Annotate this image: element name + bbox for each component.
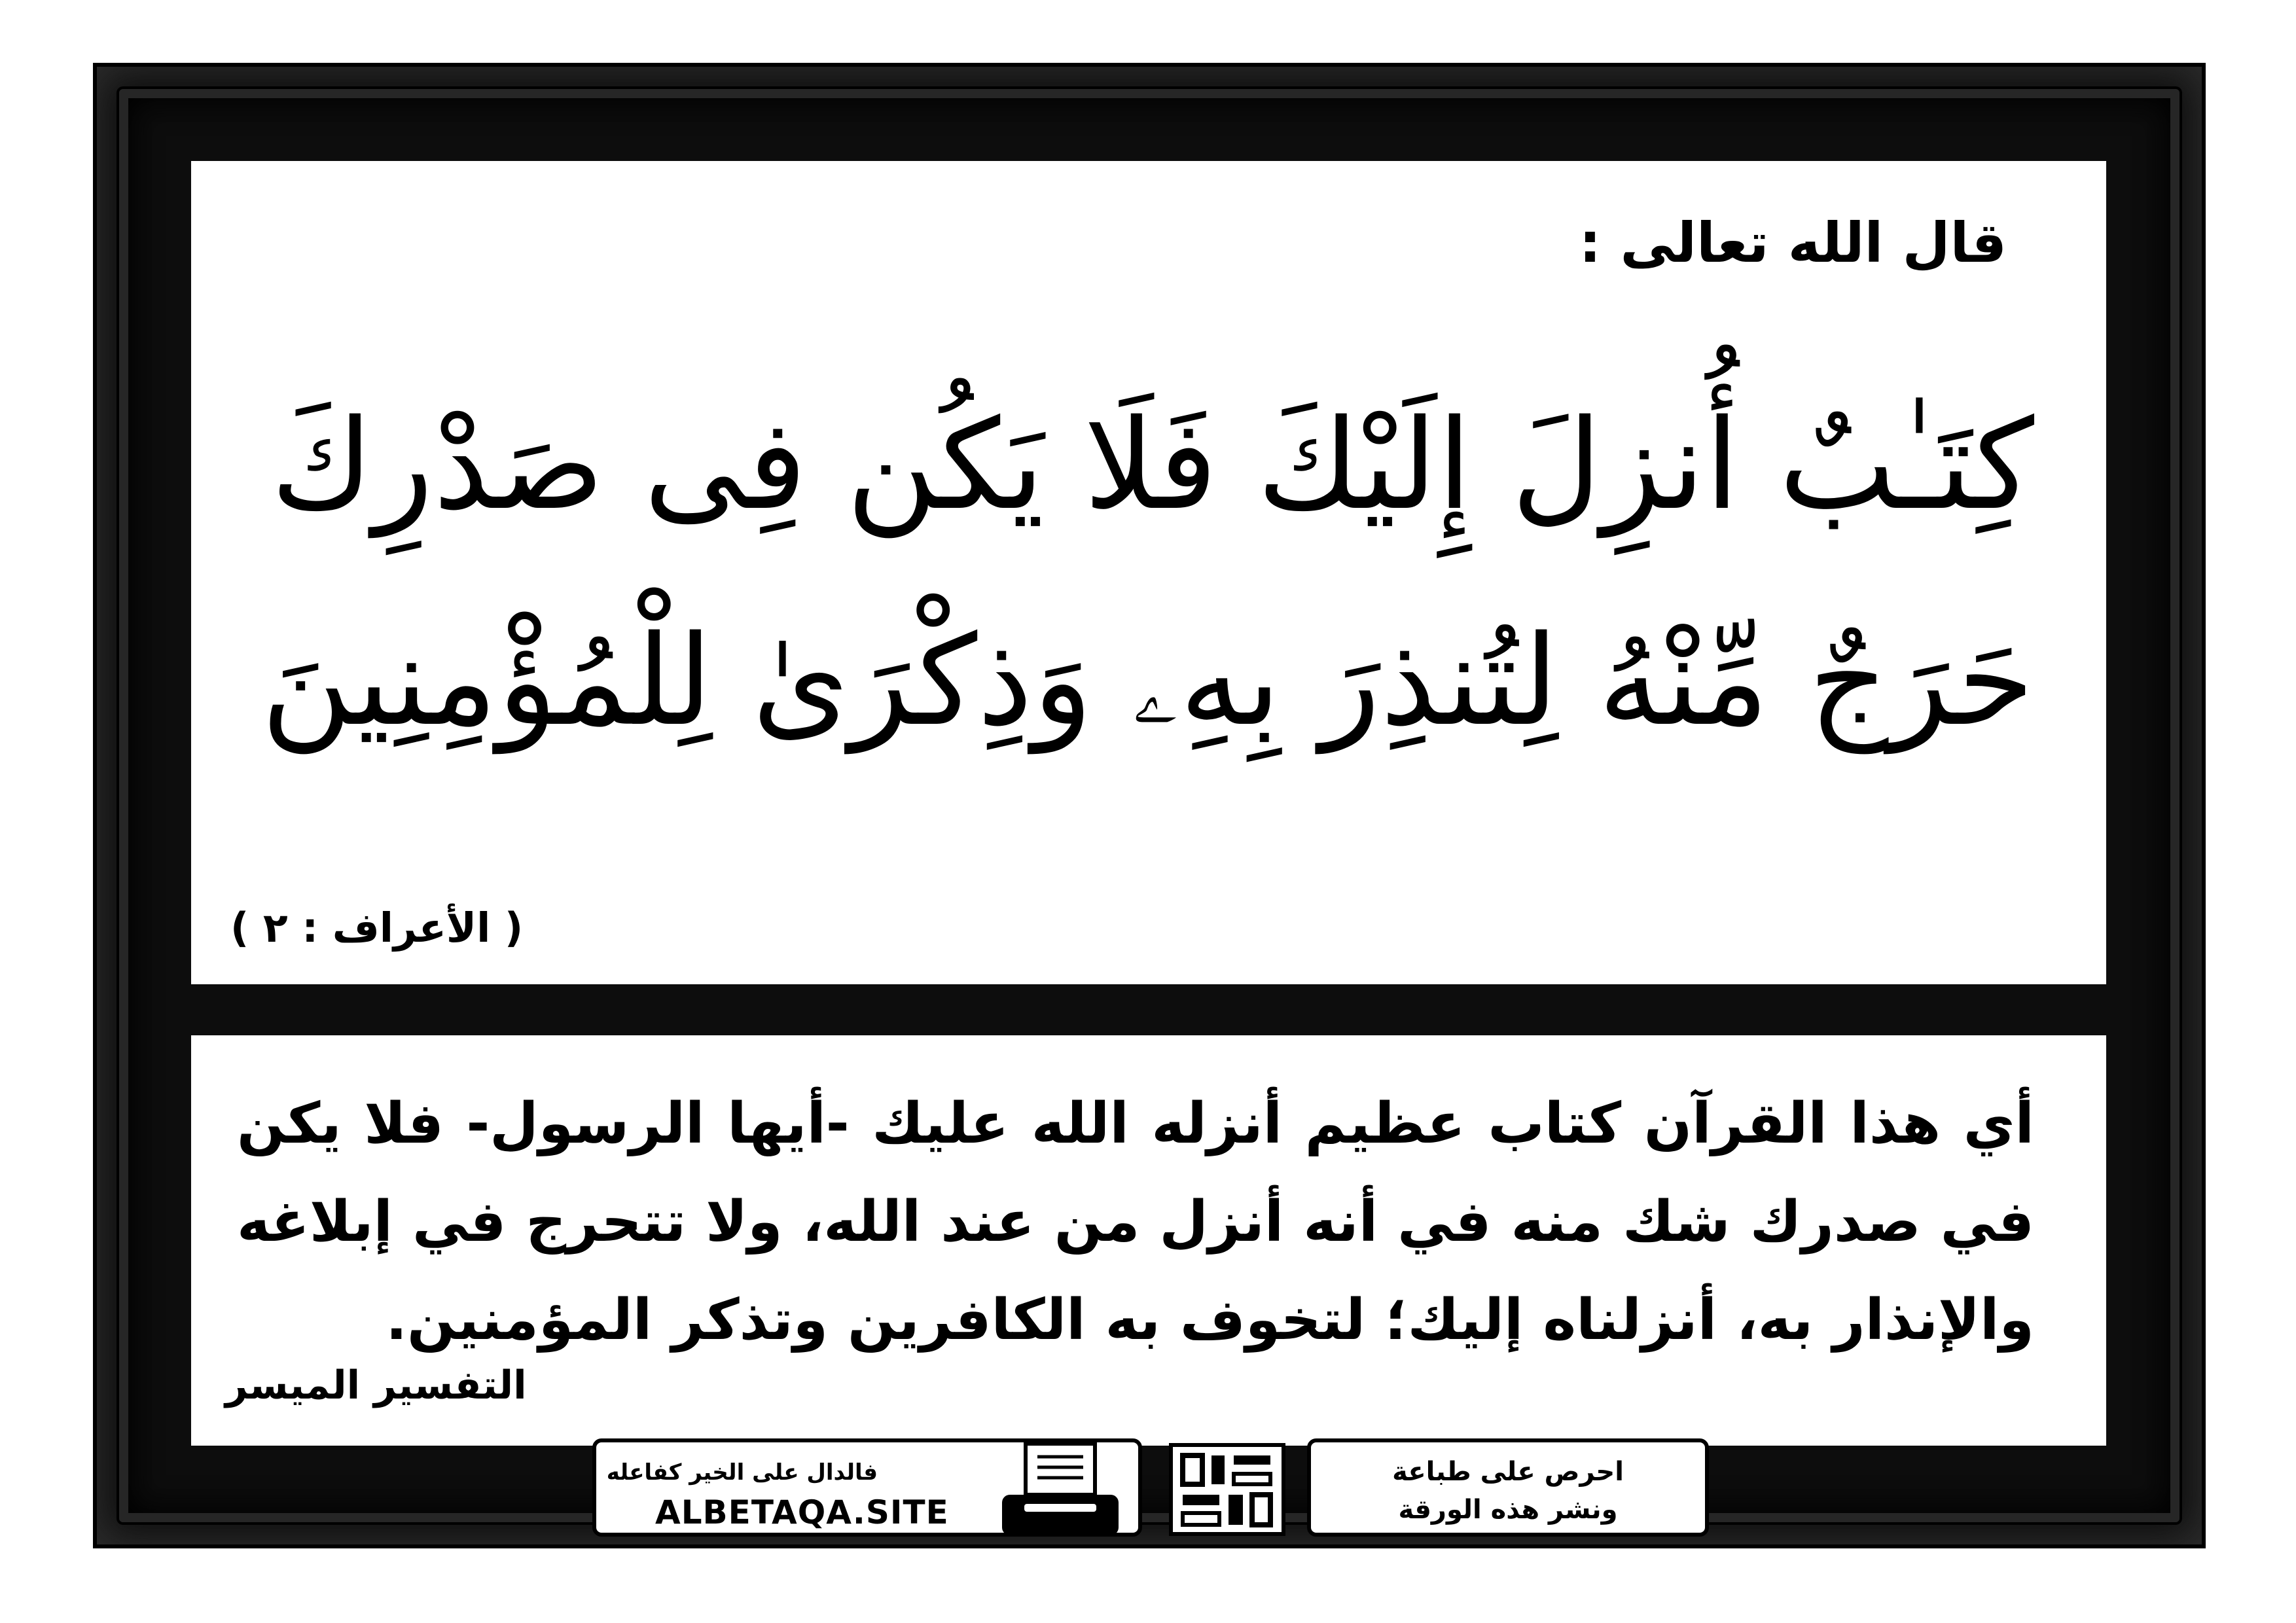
site-logo — [1168, 1442, 1286, 1537]
tafsir-text: أي هذا القرآن كتاب عظيم أنزله الله عليك -أيها الرسول- فلا يكن في صدرك شك منه في أنه أنزل من عند الله، ولا تتحرج في إبلاغه والإنذار به، أنزلناه إليك؛ لتخوف به الكافرين وتذكر المؤمنين. — [237, 1091, 2034, 1353]
verse-line-2: حَرَجٌ مِّنْهُ لِتُنذِرَ بِهِۦ وَذِكْرَىٰ لِلْمُؤْمِنِينَ — [260, 609, 2034, 753]
heading: قال الله تعالى : — [1579, 211, 2007, 275]
print-request-line-2: ونشر هذه الورقة — [1398, 1495, 1618, 1525]
tafsir-source: التفسير الميسر — [225, 1363, 527, 1408]
tafsir-panel — [191, 1035, 2106, 1446]
verse-panel — [191, 161, 2106, 984]
quran-verse — [257, 357, 2034, 789]
footer-print-box — [1307, 1438, 1709, 1537]
site-link[interactable]: ALBETAQA.SITE — [655, 1493, 949, 1531]
footer-bar — [592, 1438, 1709, 1542]
footer-motto: فالدال على الخير كفاعله — [606, 1459, 878, 1486]
printer-icon — [998, 1441, 1122, 1539]
print-request-line-1: احرص على طباعة — [1392, 1457, 1624, 1487]
verse-line-1: كِتَـٰبٌ أُنزِلَ إِلَيْكَ فَلَا يَكُن فِى صَدْرِكَ — [270, 393, 2034, 537]
verse-reference: ( الأعراف : ٢ ) — [230, 904, 524, 952]
